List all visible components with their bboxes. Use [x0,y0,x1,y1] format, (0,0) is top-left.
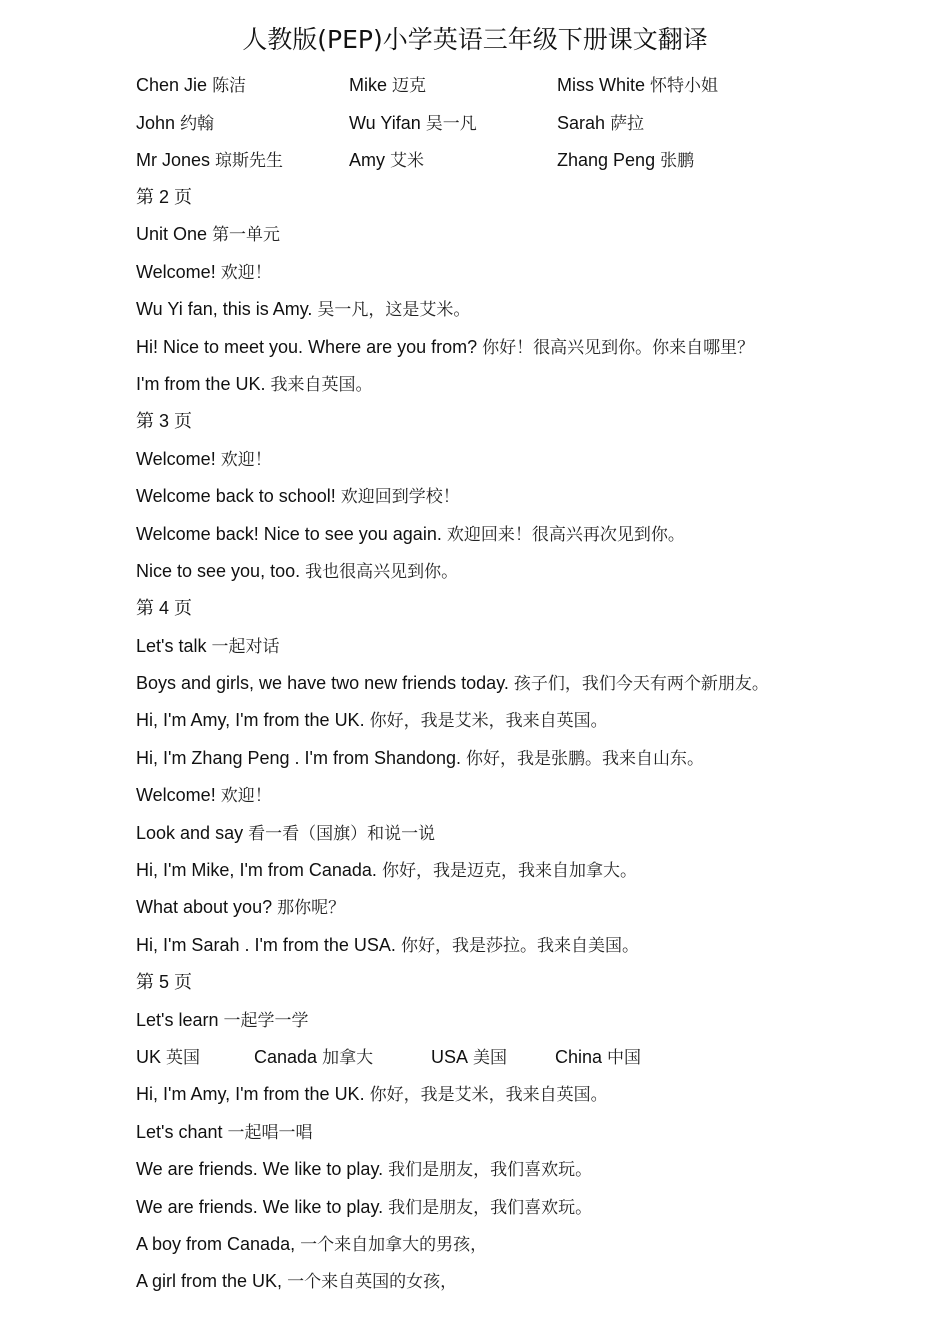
country-vocabulary [136,1045,936,1082]
translation-line: Boys and girls, we have two new friends today. 孩子们，我们今天有两个新朋友。 [136,673,769,695]
name-entry: Sarah 萨拉 [557,112,645,134]
name-entry: Chen Jie 陈洁 [136,75,247,96]
translation-line: Hi, I'm Mike, I'm from Canada. 你好，我是迈克，我来自加拿大。 [136,860,637,882]
section-heading: Welcome! 欢迎！ [136,261,272,283]
page-title: 人教版(PEP)小学英语三年级下册课文翻译 [242,25,708,54]
section-heading: Let's learn 一起学一学 [136,1009,309,1031]
translation-line: Wu Yi fan, this is Amy. 吴一凡，这是艾米。 [136,299,471,321]
translation-line: We are friends. We like to play. 我们是朋友，我们喜欢玩。 [136,1196,593,1218]
page-marker: 第 5 页 [136,972,193,993]
name-entry: Wu Yifan 吴一凡 [349,112,477,134]
name-entry: John 约翰 [136,112,215,134]
translation-line: What about you? 那你呢？ [136,897,346,919]
name-entry: Amy 艾米 [349,150,425,171]
translation-line: I'm from the UK. 我来自英国。 [136,373,373,395]
page-marker: 第 4 页 [136,598,193,619]
name-entry: Mr Jones 琼斯先生 [136,150,284,171]
names-row [136,148,896,186]
unit-heading: Unit One 第一单元 [136,224,281,246]
vocab-word: China 中国 [555,1046,642,1068]
translation-line: Welcome back to school! 欢迎回到学校！ [136,486,460,508]
name-entry: Zhang Peng 张鹏 [557,150,695,171]
translation-line: A girl from the UK, 一个来自英国的女孩， [136,1271,458,1293]
translation-line: Hi, I'm Zhang Peng . I'm from Shandong. 你好，我是张鹏。我来自山东。 [136,747,705,769]
translation-line: We are friends. We like to play. 我们是朋友，我们喜欢玩。 [136,1159,593,1181]
names-row [136,73,896,111]
section-heading: Look and say 看一看（国旗）和说一说 [136,822,436,844]
translation-line: Welcome back! Nice to see you again. 欢迎回来！很高兴再次见到你。 [136,523,685,545]
vocab-word: USA 美国 [431,1046,508,1068]
translation-line: Hi! Nice to meet you. Where are you from? 你好！很高兴见到你。你来自哪里？ [136,336,755,358]
translation-line: Welcome! 欢迎！ [136,785,272,807]
section-heading: Let's chant 一起唱一唱 [136,1121,313,1143]
names-row [136,111,896,149]
page-marker: 第 2 页 [136,187,193,207]
name-entry: Miss White 怀特小姐 [557,75,719,96]
vocab-word: UK 英国 [136,1046,201,1068]
name-entry: Mike 迈克 [349,75,427,96]
translation-line: Hi, I'm Amy, I'm from the UK. 你好，我是艾米，我来自英国。 [136,710,608,732]
section-heading: Let's talk 一起对话 [136,635,280,657]
page-marker: 第 3 页 [136,411,193,432]
translation-line: Hi, I'm Amy, I'm from the UK. 你好，我是艾米，我来自英国。 [136,1084,608,1106]
section-heading: Welcome! 欢迎！ [136,448,272,470]
vocab-word: Canada 加拿大 [254,1046,374,1068]
translation-line: Hi, I'm Sarah . I'm from the USA. 你好，我是莎拉。我来自美国。 [136,934,639,956]
character-names [136,73,896,186]
translation-line: Nice to see you, too. 我也很高兴见到你。 [136,560,459,582]
translation-body [136,185,936,1307]
translation-line: A boy from Canada, 一个来自加拿大的男孩， [136,1233,488,1255]
